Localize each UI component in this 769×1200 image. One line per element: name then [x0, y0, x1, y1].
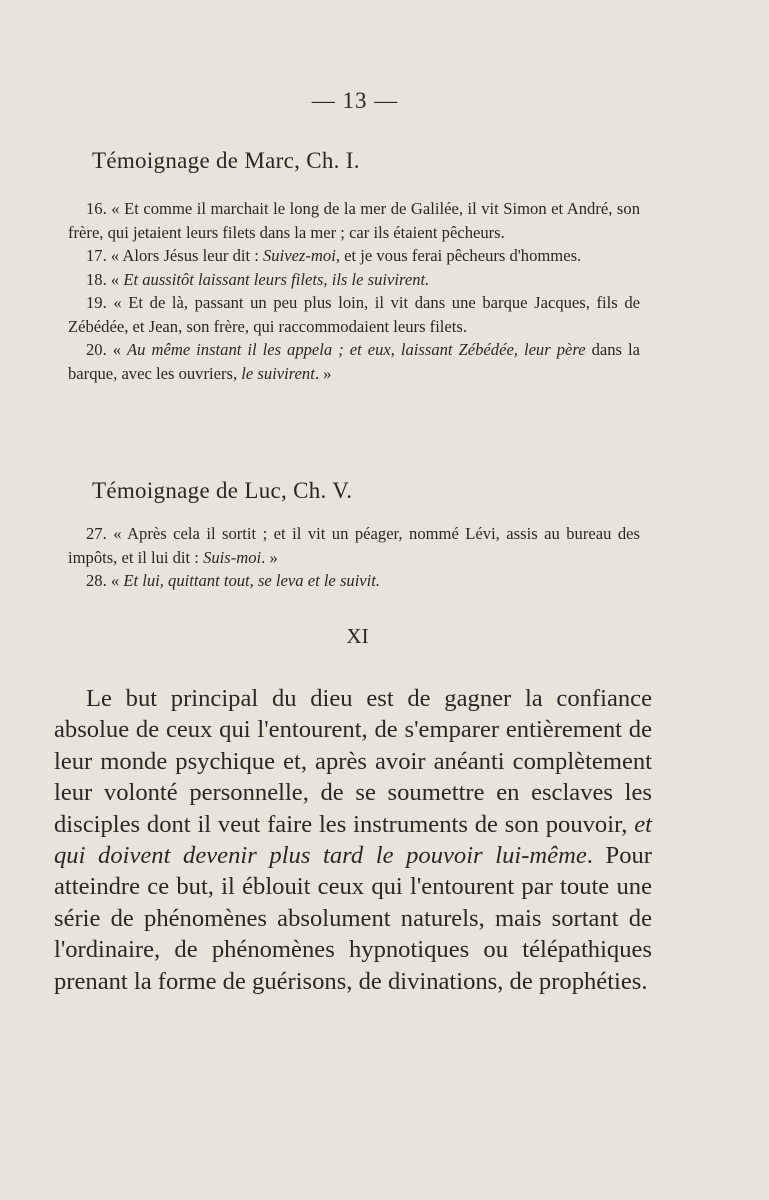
verse-16: 16. « Et comme il marchait le long de la mer de Galilée, il vit Simon et André, son frère, qui jetaient leurs filets dans la mer ; car ils étaient pêcheurs.	[68, 199, 640, 242]
verse-20: 20. « Au même instant il les appela ; et eux, laissant Zébédée, leur père dans la barque, avec les ouvriers, le suivirent. »	[68, 340, 640, 383]
luc-verses	[68, 522, 640, 593]
verse-19: 19. « Et de là, passant un peu plus loin, il vit dans une barque Jacques, fils de Zébédée, et Jean, son frère, qui raccommodaient leurs filets.	[68, 293, 640, 336]
paragraph-1: Le but principal du dieu est de gagner la confiance absolue de ceux qui l'entourent, de s'emparer entièrement de leur monde psychique et, après avoir anéanti complètement leur volonté personnelle, de se soumettre en esclaves les disciples dont il veut faire les instruments de son pouvoir, et qui doivent devenir plus tard le pouvoir lui-même. Pour atteindre ce but, il éblouit ceux qui l'entourent par toute une série de phénomènes absolument naturels, mais sortant de l'ordinaire, de phénomènes hypnotiques ou télépathiques prenant la forme de guérisons, de divinations, de prophéties.	[54, 685, 652, 995]
verse-27: 27. « Après cela il sortit ; et il vit un péager, nommé Lévi, assis au bureau des impôts, et il lui dit : Suis-moi. »	[68, 524, 640, 567]
verse-17: 17. « Alors Jésus leur dit : Suivez-moi, et je vous ferai pêcheurs d'hommes.	[86, 246, 582, 265]
section-paragraph	[54, 683, 652, 997]
verse-18: 18. « Et aussitôt laissant leurs filets, ils le suivirent.	[86, 269, 430, 289]
section-title: XI	[346, 624, 369, 648]
marc-verses	[68, 197, 640, 385]
page-number: — 13 —	[311, 88, 399, 113]
verse-28: 28. « Et lui, quittant tout, se leva et le suivit.	[86, 571, 381, 590]
luc-heading: Témoignage de Luc, Ch. V.	[92, 478, 353, 503]
marc-heading: Témoignage de Marc, Ch. I.	[92, 148, 360, 173]
